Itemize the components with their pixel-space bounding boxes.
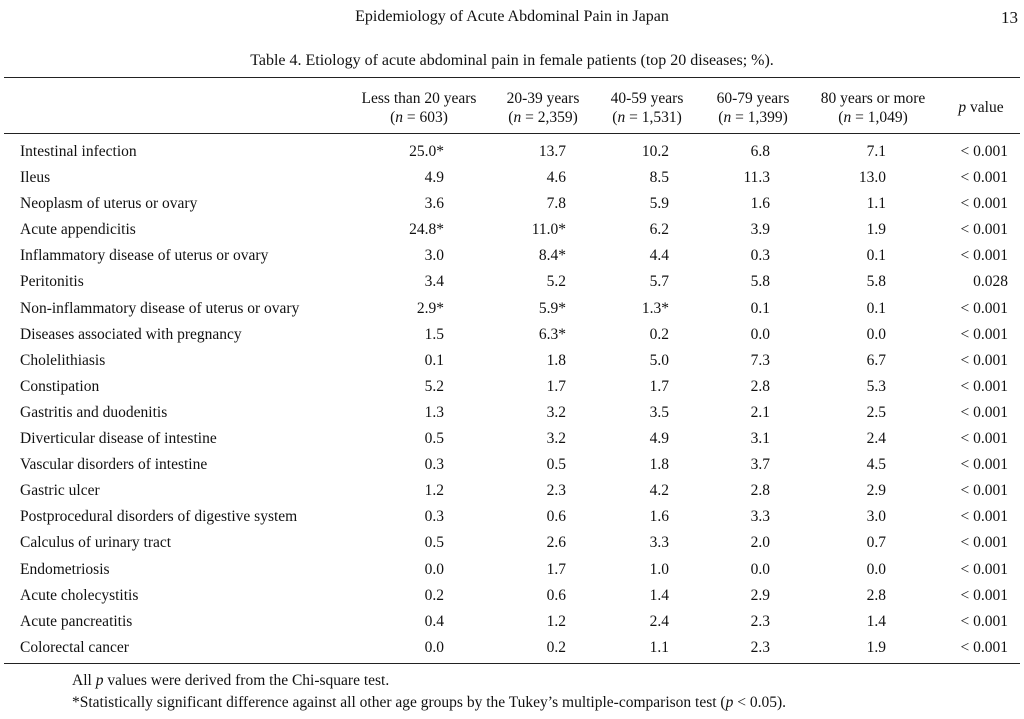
- percentage-cell: 5.8: [866, 273, 886, 291]
- percentage-cell: 2.5: [866, 403, 886, 421]
- percentage-cell: 4.9: [424, 169, 444, 187]
- p-value-cell: 0.028: [973, 273, 1008, 291]
- percentage-cell: 3.1: [750, 430, 770, 448]
- table-row: [0, 452, 1024, 478]
- percentage-cell: 2.3: [546, 482, 566, 500]
- percentage-cell: 0.3: [424, 456, 444, 474]
- percentage-cell: 3.7: [750, 456, 770, 474]
- column-header-5: [821, 89, 926, 127]
- disease-name: Ileus: [20, 169, 51, 187]
- percentage-cell: 1.4: [649, 586, 669, 604]
- percentage-cell: 3.0: [866, 508, 886, 526]
- p-value-cell: < 0.001: [960, 482, 1008, 500]
- percentage-cell: 1.1: [866, 195, 886, 213]
- percentage-cell: 1.6: [649, 508, 669, 526]
- p-value-cell: < 0.001: [960, 508, 1008, 526]
- percentage-cell: 5.0: [649, 351, 669, 369]
- percentage-cell: 1.3*: [641, 299, 669, 317]
- disease-name: Cholelithiasis: [20, 351, 106, 369]
- table-bottom-rule: [4, 663, 1020, 664]
- percentage-cell: 2.3: [750, 638, 770, 656]
- percentage-cell: 1.9: [866, 221, 886, 239]
- percentage-cell: 1.8: [546, 351, 566, 369]
- percentage-cell: 5.2: [546, 273, 566, 291]
- percentage-cell: 0.0: [424, 560, 444, 578]
- disease-name: Peritonitis: [20, 273, 84, 291]
- p-value-cell: < 0.001: [960, 403, 1008, 421]
- table-row: [0, 139, 1024, 165]
- p-value-cell: < 0.001: [960, 325, 1008, 343]
- disease-name: Diverticular disease of intestine: [20, 430, 217, 448]
- percentage-cell: 4.6: [546, 169, 566, 187]
- percentage-cell: 6.3*: [538, 325, 566, 343]
- disease-name: Diseases associated with pregnancy: [20, 325, 242, 343]
- percentage-cell: 3.9: [750, 221, 770, 239]
- percentage-cell: 0.7: [866, 534, 886, 552]
- percentage-cell: 4.4: [649, 247, 669, 265]
- percentage-cell: 1.9: [866, 638, 886, 656]
- p-value-cell: < 0.001: [960, 299, 1008, 317]
- percentage-cell: 1.2: [424, 482, 444, 500]
- disease-name: Calculus of urinary tract: [20, 534, 172, 552]
- percentage-cell: 6.2: [649, 221, 669, 239]
- footnote-tukey: *Statistically significant difference against all other age groups by the Tukey’s multiple-comparison test (p < 0.05).: [72, 694, 786, 711]
- table-row: [0, 374, 1024, 400]
- percentage-cell: 0.1: [424, 351, 444, 369]
- percentage-cell: 0.5: [424, 534, 444, 552]
- column-header-n: (n = 1,531): [612, 109, 682, 126]
- percentage-cell: 0.6: [546, 508, 566, 526]
- disease-name: Gastritis and duodenitis: [20, 403, 168, 421]
- table-row: [0, 478, 1024, 504]
- column-header-label: 60-79 years: [716, 90, 790, 107]
- disease-name: Vascular disorders of intestine: [20, 456, 208, 474]
- table-row: [0, 269, 1024, 295]
- percentage-cell: 2.3: [750, 612, 770, 630]
- table-row: [0, 217, 1024, 243]
- p-value-cell: < 0.001: [960, 586, 1008, 604]
- p-value-cell: < 0.001: [960, 430, 1008, 448]
- percentage-cell: 0.0: [866, 325, 886, 343]
- column-header-label: 80 years or more: [820, 90, 926, 107]
- percentage-cell: 5.3: [866, 377, 886, 395]
- column-header-label: Less than 20 years: [361, 90, 477, 107]
- percentage-cell: 1.4: [866, 612, 886, 630]
- column-header-1: [362, 89, 477, 127]
- table-row: [0, 348, 1024, 374]
- percentage-cell: 1.7: [546, 377, 566, 395]
- percentage-cell: 5.7: [649, 273, 669, 291]
- percentage-cell: 2.8: [866, 586, 886, 604]
- percentage-cell: 1.5: [424, 325, 444, 343]
- p-value-cell: < 0.001: [960, 169, 1008, 187]
- percentage-cell: 13.7: [538, 143, 566, 160]
- disease-name: Acute appendicitis: [20, 221, 136, 239]
- table-row: [0, 165, 1024, 191]
- running-head: Epidemiology of Acute Abdominal Pain in Japan: [355, 8, 669, 25]
- table-row: [0, 322, 1024, 348]
- percentage-cell: 5.9: [649, 195, 669, 213]
- percentage-cell: 6.8: [750, 143, 770, 160]
- percentage-cell: 7.3: [750, 351, 770, 369]
- table-row: [0, 243, 1024, 269]
- column-header-n: (n = 2,359): [508, 109, 578, 126]
- percentage-cell: 25.0*: [409, 143, 444, 160]
- percentage-cell: 8.4*: [538, 247, 566, 265]
- percentage-cell: 0.0: [866, 560, 886, 578]
- disease-name: Non-inflammatory disease of uterus or ovary: [20, 299, 300, 317]
- percentage-cell: 2.9*: [416, 299, 444, 317]
- percentage-cell: 2.8: [750, 482, 770, 500]
- percentage-cell: 6.7: [866, 351, 886, 369]
- percentage-cell: 3.2: [546, 430, 566, 448]
- disease-name: Acute pancreatitis: [20, 612, 133, 630]
- percentage-cell: 0.0: [750, 560, 770, 578]
- percentage-cell: 2.1: [750, 403, 770, 421]
- p-value-cell: < 0.001: [960, 247, 1008, 265]
- disease-name: Intestinal infection: [20, 143, 137, 160]
- percentage-cell: 13.0: [858, 169, 886, 187]
- table-row: [0, 400, 1024, 426]
- column-header-n: (n = 603): [390, 109, 448, 126]
- column-header-n: (n = 1,399): [718, 109, 788, 126]
- percentage-cell: 1.3: [424, 403, 444, 421]
- percentage-cell: 1.1: [649, 638, 669, 656]
- percentage-cell: 3.3: [649, 534, 669, 552]
- table-body: [0, 139, 1024, 661]
- table-row: [0, 530, 1024, 556]
- percentage-cell: 4.5: [866, 456, 886, 474]
- percentage-cell: 3.6: [424, 195, 444, 213]
- percentage-cell: 2.9: [866, 482, 886, 500]
- percentage-cell: 11.0*: [531, 221, 566, 239]
- percentage-cell: 24.8*: [409, 221, 444, 239]
- column-header-2: [507, 89, 580, 127]
- disease-name: Colorectal cancer: [20, 638, 129, 656]
- table-row: [0, 296, 1024, 322]
- percentage-cell: 11.3: [743, 169, 770, 187]
- percentage-cell: 8.5: [649, 169, 669, 187]
- p-value-cell: < 0.001: [960, 143, 1008, 160]
- disease-name: Postprocedural disorders of digestive system: [20, 508, 298, 526]
- percentage-cell: 2.6: [546, 534, 566, 552]
- p-value-cell: < 0.001: [960, 377, 1008, 395]
- table-row: [0, 635, 1024, 661]
- percentage-cell: 5.9*: [538, 299, 566, 317]
- table-caption: Table 4. Etiology of acute abdominal pain in female patients (top 20 diseases; %).: [250, 52, 774, 69]
- percentage-cell: 0.6: [546, 586, 566, 604]
- column-header-label: 20-39 years: [506, 90, 580, 107]
- percentage-cell: 10.2: [641, 143, 669, 160]
- column-header-p-value: p value: [958, 99, 1004, 116]
- percentage-cell: 7.8: [546, 195, 566, 213]
- percentage-cell: 0.0: [750, 325, 770, 343]
- p-value-cell: < 0.001: [960, 221, 1008, 239]
- percentage-cell: 2.4: [866, 430, 886, 448]
- table-row: [0, 609, 1024, 635]
- percentage-cell: 0.2: [649, 325, 669, 343]
- percentage-cell: 3.4: [424, 273, 444, 291]
- p-value-cell: < 0.001: [960, 456, 1008, 474]
- percentage-cell: 3.0: [424, 247, 444, 265]
- percentage-cell: 3.5: [649, 403, 669, 421]
- percentage-cell: 4.9: [649, 430, 669, 448]
- disease-name: Acute cholecystitis: [20, 586, 139, 604]
- percentage-cell: 5.8: [750, 273, 770, 291]
- table-top-rule: [4, 77, 1020, 78]
- p-value-cell: < 0.001: [960, 534, 1008, 552]
- percentage-cell: 1.6: [750, 195, 770, 213]
- percentage-cell: 0.5: [546, 456, 566, 474]
- percentage-cell: 0.2: [546, 638, 566, 656]
- percentage-cell: 2.4: [649, 612, 669, 630]
- table-header-row: [0, 89, 1024, 129]
- p-value-cell: < 0.001: [960, 195, 1008, 213]
- column-header-3: [611, 89, 684, 127]
- percentage-cell: 1.2: [546, 612, 566, 630]
- table-row: [0, 557, 1024, 583]
- percentage-cell: 5.2: [424, 377, 444, 395]
- percentage-cell: 1.0: [649, 560, 669, 578]
- table-row: [0, 583, 1024, 609]
- percentage-cell: 2.0: [750, 534, 770, 552]
- p-value-cell: < 0.001: [960, 351, 1008, 369]
- disease-name: Endometriosis: [20, 560, 110, 578]
- percentage-cell: 1.8: [649, 456, 669, 474]
- disease-name: Inflammatory disease of uterus or ovary: [20, 247, 269, 265]
- disease-name: Gastric ulcer: [20, 482, 100, 500]
- disease-name: Constipation: [20, 377, 100, 395]
- column-header-4: [717, 89, 790, 127]
- percentage-cell: 0.3: [424, 508, 444, 526]
- percentage-cell: 7.1: [866, 143, 886, 160]
- percentage-cell: 0.0: [424, 638, 444, 656]
- p-value-cell: < 0.001: [960, 560, 1008, 578]
- percentage-cell: 3.3: [750, 508, 770, 526]
- percentage-cell: 0.1: [866, 299, 886, 317]
- percentage-cell: 0.1: [866, 247, 886, 265]
- percentage-cell: 1.7: [649, 377, 669, 395]
- table-row: [0, 504, 1024, 530]
- table-row: [0, 191, 1024, 217]
- column-header-label: 40-59 years: [610, 90, 684, 107]
- percentage-cell: 0.3: [750, 247, 770, 265]
- percentage-cell: 0.4: [424, 612, 444, 630]
- percentage-cell: 0.5: [424, 430, 444, 448]
- column-header-n: (n = 1,049): [838, 109, 908, 126]
- percentage-cell: 2.9: [750, 586, 770, 604]
- percentage-cell: 0.2: [424, 586, 444, 604]
- table-row: [0, 426, 1024, 452]
- percentage-cell: 3.2: [546, 403, 566, 421]
- page-number: 13: [1001, 8, 1018, 27]
- percentage-cell: 0.1: [750, 299, 770, 317]
- p-value-cell: < 0.001: [960, 638, 1008, 656]
- percentage-cell: 4.2: [649, 482, 669, 500]
- table-header-rule: [4, 133, 1020, 134]
- p-value-cell: < 0.001: [960, 612, 1008, 630]
- percentage-cell: 2.8: [750, 377, 770, 395]
- disease-name: Neoplasm of uterus or ovary: [20, 195, 198, 213]
- percentage-cell: 1.7: [546, 560, 566, 578]
- footnote-chi-square: All p values were derived from the Chi-square test.: [72, 672, 390, 689]
- footnotes: [72, 670, 786, 714]
